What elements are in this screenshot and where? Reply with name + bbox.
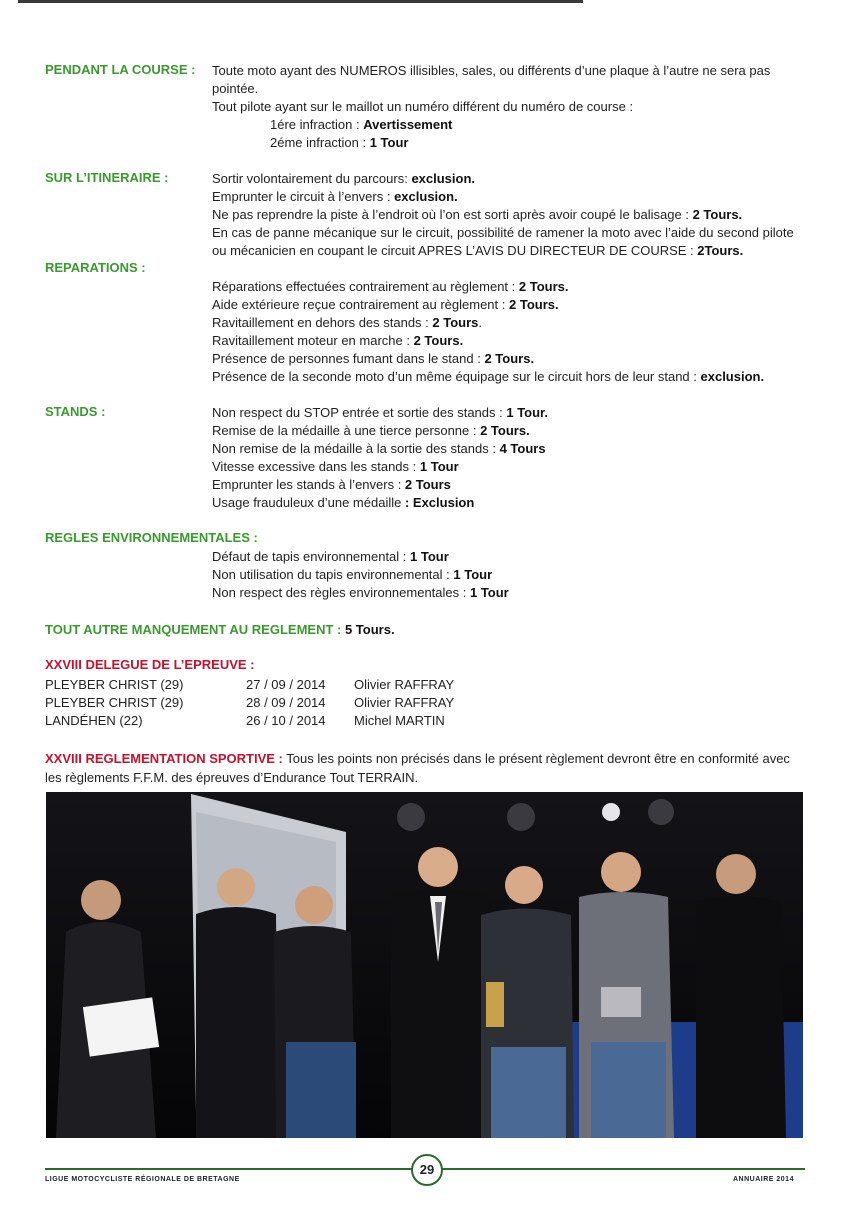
section-body [212, 278, 807, 386]
footer-publication: ANNUAIRE 2014 [733, 1176, 794, 1183]
delegue-date: 26 / 10 / 2014 [246, 713, 326, 728]
rule-line: Non remise de la médaille à la sortie des stands : 4 Tours [212, 441, 546, 456]
rule-line: En cas de panne mécanique sur le circuit, possibilité de ramener la moto avec l’aide du second pilote [212, 225, 794, 240]
rule-line: Emprunter les stands à l’envers : 2 Tours [212, 477, 451, 492]
rule-line: Vitesse excessive dans les stands : 1 Tour [212, 459, 459, 474]
reglementation-text: Tous les points non précisés dans le présent règlement devront être en conformité avec les règlements F.F.M. des épreuves d’Endurance Tout TERRAIN. [45, 751, 790, 785]
rule-line: Réparations effectuées contrairement au règlement : 2 Tours. [212, 279, 569, 294]
page-number: 29 [411, 1154, 443, 1186]
rule-line: Non respect des règles environnementales : 1 Tour [212, 585, 509, 600]
photo-illustration [46, 792, 803, 1138]
section-body [212, 62, 807, 152]
rule-line: Ravitaillement moteur en marche : 2 Tours. [212, 333, 464, 348]
rule-line: Usage frauduleux d’une médaille : Exclusion [212, 495, 475, 510]
rule-line: Présence de la seconde moto d’un même équipage sur le circuit hors de leur stand : exclusion. [212, 369, 765, 384]
rule-line: Ravitaillement en dehors des stands : 2 Tours. [212, 315, 483, 330]
section-label: PENDANT LA COURSE : [45, 62, 196, 77]
reglementation-title: XXVIII REGLEMENTATION SPORTIVE : [45, 751, 283, 766]
rule-line: Tout pilote ayant sur le maillot un numéro différent du numéro de course : [212, 99, 634, 114]
rule-line: Ne pas reprendre la piste à l’endroit où l’on est sorti après avoir coupé le balisage : 2 Tours. [212, 207, 743, 222]
delegue-date: 28 / 09 / 2014 [246, 695, 326, 710]
section-label: TOUT AUTRE MANQUEMENT AU REGLEMENT : [45, 622, 345, 637]
rule-line: ou mécanicien en coupant le circuit APRES L’AVIS DU DIRECTEUR DE COURSE : 2Tours. [212, 243, 744, 258]
rule-line: Défaut de tapis environnemental : 1 Tour [212, 549, 449, 564]
delegue-date: 27 / 09 / 2014 [246, 677, 326, 692]
reglementation-paragraph [45, 749, 805, 787]
section-autre [45, 621, 395, 639]
delegue-lieu: PLEYBER CHRIST (29) [45, 695, 184, 710]
section-value: 5 Tours. [344, 622, 395, 637]
delegue-nom: Olivier RAFFRAY [354, 677, 455, 692]
rule-line: Remise de la médaille à une tierce personne : 2 Tours. [212, 423, 530, 438]
delegue-lieu: LANDÉHEN (22) [45, 713, 143, 728]
section-label: SUR L’ITINERAIRE : [45, 170, 169, 185]
section-label: STANDS : [45, 404, 106, 419]
section-body [212, 404, 807, 512]
award-ceremony-photo [46, 792, 803, 1138]
rule-line: Toute moto ayant des NUMEROS illisibles, sales, ou différents d’une plaque à l’autre ne sera pas pointée. [212, 63, 771, 96]
rule-line: Emprunter le circuit à l’envers : exclusion. [212, 189, 458, 204]
section-body [212, 170, 807, 260]
rule-line: Non utilisation du tapis environnemental : 1 Tour [212, 567, 493, 582]
section-body [212, 548, 807, 602]
rule-line: Présence de personnes fumant dans le stand : 2 Tours. [212, 351, 535, 366]
delegue-title: XXVIII DELEGUE DE L’EPREUVE : [45, 657, 255, 672]
rule-line: 1ére infraction : Avertissement [270, 117, 453, 132]
delegue-nom: Michel MARTIN [354, 713, 445, 728]
delegue-lieu: PLEYBER CHRIST (29) [45, 677, 184, 692]
section-label: REPARATIONS : [45, 260, 146, 275]
delegue-nom: Olivier RAFFRAY [354, 695, 455, 710]
rule-line: Non respect du STOP entrée et sortie des stands : 1 Tour. [212, 405, 549, 420]
rule-line: 2éme infraction : 1 Tour [270, 135, 409, 150]
rule-line: Aide extérieure reçue contrairement au règlement : 2 Tours. [212, 297, 559, 312]
section-label: REGLES ENVIRONNEMENTALES : [45, 530, 258, 545]
footer-organization: LIGUE MOTOCYCLISTE RÉGIONALE DE BRETAGNE [45, 1176, 240, 1183]
rule-line: Sortir volontairement du parcours: exclusion. [212, 171, 476, 186]
